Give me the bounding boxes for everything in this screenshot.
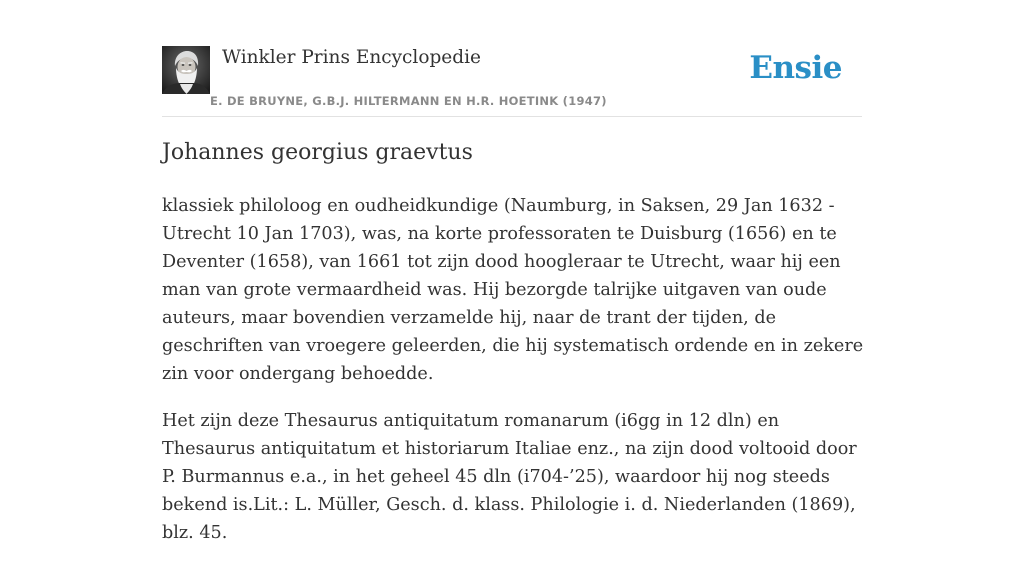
page-title: Johannes georgius graevtus xyxy=(162,140,473,165)
article-paragraph: klassiek philoloog en oudheidkundige (Naumburg, in Saksen, 29 Jan 1632 - Utrecht 10 Jan 1703), was, na korte professoraten te Duisburg (1656) en te Deventer (1658), van 1661 tot zijn dood hoogleraar te Utrecht, waar hij een man van grote vermaardheid was. Hij bezorgde talrijke uitgaven van oude auteurs, maar bovendien verzamelde hij, naar de trant der tijden, de geschriften van vroegere geleerden, die hij systematisch ordende en in zekere zin voor ondergang behoedde. xyxy=(162,196,864,384)
site-header xyxy=(162,46,862,117)
site-title[interactable]: Winkler Prins Encyclopedie xyxy=(222,47,481,68)
brand-logo[interactable]: Ensie xyxy=(749,50,842,86)
article-paragraph: Het zijn deze Thesaurus antiquitatum romanarum (i6gg in 12 dln) en Thesaurus antiquitatum et historiarum Italiae enz., na zijn dood voltooid door P. Burmannus e.a., in het geheel 45 dln (i704-’25), waardoor hij nog steeds bekend is.Lit.: L. Müller, Gesch. d. klass. Philologie i. d. Niederlanden (1869), blz. 45. xyxy=(162,411,857,543)
authors-line: E. DE BRUYNE, G.B.J. HILTERMANN EN H.R. HOETINK (1947) xyxy=(210,94,607,108)
article-body xyxy=(162,192,868,566)
bearded-man-portrait-icon xyxy=(162,46,210,94)
author-avatar-icon[interactable] xyxy=(162,46,210,94)
